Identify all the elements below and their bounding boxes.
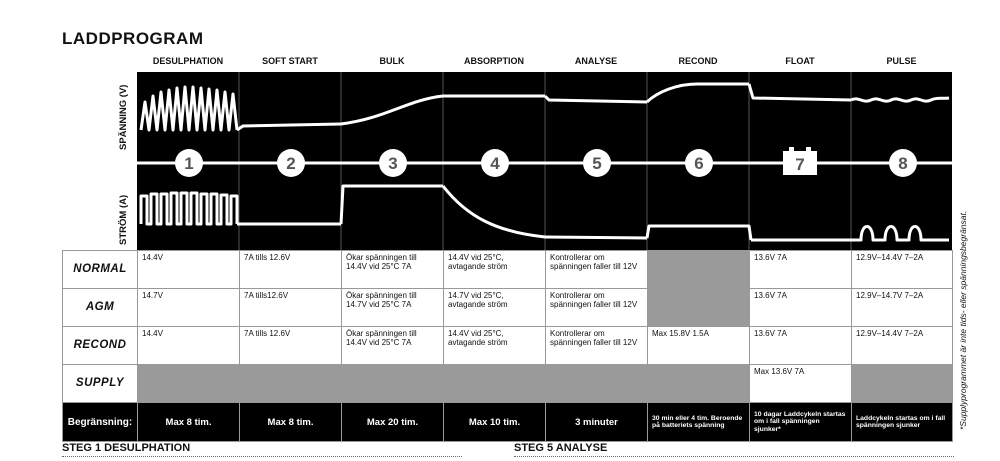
- table-cell: 14.4V: [138, 327, 240, 365]
- step-heading: STEG 5 ANALYSE: [514, 442, 608, 454]
- table-cell: 14.4V: [138, 251, 240, 289]
- charge-curve-panel: [137, 72, 952, 250]
- stage-header-soft-start: SOFT START: [262, 56, 318, 66]
- table-cell: Max 13.6V 7A: [750, 365, 852, 403]
- step-number-1: 1: [184, 154, 194, 173]
- stage-header-absorption: ABSORPTION: [463, 56, 524, 66]
- limit-cell: Max 8 tim.: [240, 403, 342, 442]
- table-cell: 7A tills12.6V: [240, 289, 342, 327]
- table-cell: 13.6V 7A: [750, 327, 852, 365]
- stage-header-desulphation: DESULPHATION: [152, 56, 224, 66]
- table-cell: [342, 365, 444, 403]
- step-number-3: 3: [388, 154, 398, 173]
- limit-cell: Max 8 tim.: [138, 403, 240, 442]
- text-line: [62, 456, 462, 460]
- limit-cell: Max 20 tim.: [342, 403, 444, 442]
- row-label-normal: NORMAL: [63, 251, 138, 289]
- text-line: [514, 456, 954, 460]
- limit-cell: Laddcykeln startas om i fall spänningen sjunker: [852, 403, 953, 442]
- table-cell: [138, 365, 240, 403]
- table-row: [63, 251, 953, 289]
- table-cell: Ökar spänningen till 14.7V vid 25°C 7A: [342, 289, 444, 327]
- table-cell: 7A tills 12.6V: [240, 251, 342, 289]
- charge-program-table: [62, 250, 953, 442]
- table-cell: [240, 365, 342, 403]
- table-cell: 14.4V vid 25°C, avtagande ström: [444, 251, 546, 289]
- step-number-2: 2: [286, 154, 296, 173]
- table-cell: 7A tills 12.6V: [240, 327, 342, 365]
- stage-header-float: FLOAT: [785, 56, 815, 66]
- table-cell: 13.6V 7A: [750, 251, 852, 289]
- row-label-agm: AGM: [63, 289, 138, 327]
- side-note: *Supplyprogrammet är inte tids- eller spänningsbegränsat.: [958, 210, 968, 430]
- table-row: [63, 365, 953, 403]
- table-cell: [648, 365, 750, 403]
- limit-cell: 30 min eller 4 tim. Beroende på batteriets spänning: [648, 403, 750, 442]
- voltage-axis-label: SPÄNNING (V): [118, 84, 129, 150]
- step-number-5: 5: [592, 154, 602, 173]
- table-row: [63, 327, 953, 365]
- table-cell: [648, 289, 750, 327]
- table-cell: 12.9V–14.7V 7–2A: [852, 289, 953, 327]
- stage-header-bulk: BULK: [379, 56, 405, 66]
- table-cell: 14.4V vid 25°C, avtagande ström: [444, 327, 546, 365]
- table-cell: Ökar spänningen till 14.4V vid 25°C 7A: [342, 251, 444, 289]
- limit-cell: 10 dagar Laddcykeln startas om i fall spänningen sjunker*: [750, 403, 852, 442]
- limit-label: Begränsning:: [63, 403, 138, 442]
- step-heading: STEG 1 DESULPHATION: [62, 442, 191, 454]
- limit-cell: 3 minuter: [546, 403, 648, 442]
- table-cell: [648, 251, 750, 289]
- step-number-4: 4: [490, 154, 500, 173]
- table-cell: 13.6V 7A: [750, 289, 852, 327]
- table-row: [63, 289, 953, 327]
- table-cell: [444, 365, 546, 403]
- table-cell: 14.7V: [138, 289, 240, 327]
- table-cell: Max 15.8V 1.5A: [648, 327, 750, 365]
- table-cell: Kontrollerar om spänningen faller till 12V: [546, 327, 648, 365]
- limit-row: [63, 403, 953, 442]
- step-number-8: 8: [898, 154, 908, 173]
- stage-header-recond: RECOND: [678, 56, 718, 66]
- step-number-6: 6: [694, 154, 704, 173]
- stage-header-pulse: PULSE: [886, 56, 917, 66]
- step-number-7: 7: [795, 155, 805, 174]
- page-title: LADDPROGRAM: [62, 29, 204, 48]
- table-cell: 14.7V vid 25°C, avtagande ström: [444, 289, 546, 327]
- table-cell: 12.9V–14.4V 7–2A: [852, 327, 953, 365]
- row-label-recond: RECOND: [63, 327, 138, 365]
- table-cell: [852, 365, 953, 403]
- table-cell: 12.9V–14.4V 7–2A: [852, 251, 953, 289]
- table-cell: Ökar spänningen till 14.4V vid 25°C 7A: [342, 327, 444, 365]
- table-cell: [546, 365, 648, 403]
- table-cell: Kontrollerar om spänningen faller till 12V: [546, 251, 648, 289]
- table-cell: Kontrollerar om spänningen faller till 12V: [546, 289, 648, 327]
- row-label-supply: SUPPLY: [63, 365, 138, 403]
- stage-header-analyse: ANALYSE: [574, 56, 618, 66]
- limit-cell: Max 10 tim.: [444, 403, 546, 442]
- current-axis-label: STRÖM (A): [118, 194, 129, 245]
